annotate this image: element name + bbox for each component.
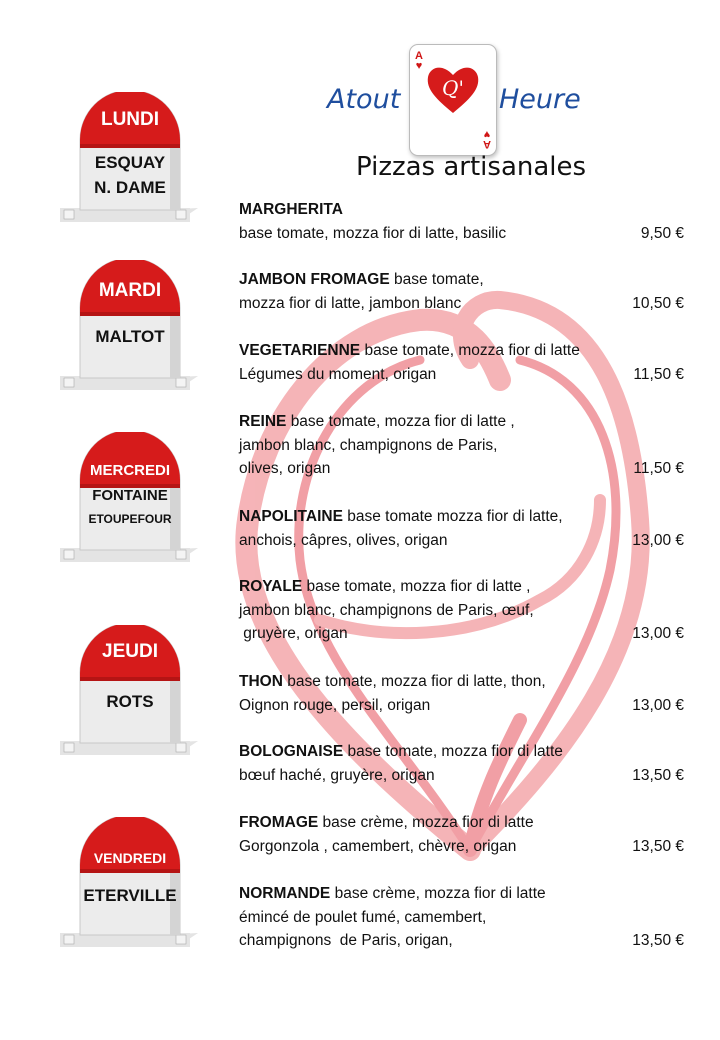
menu-item — [239, 740, 689, 787]
menu-item — [239, 670, 689, 717]
town-line-2: ETOUPEFOUR — [88, 512, 172, 526]
logo-playing-card — [409, 44, 497, 156]
menu-item-description-start: base crème, mozza fior di latte — [334, 885, 546, 902]
town-line-1: ETERVILLE — [83, 886, 177, 905]
town-label — [80, 150, 180, 200]
menu-item-description-line: base tomate, mozza fior di latte, basilic — [239, 224, 507, 242]
menu-item-price: 13,00 € — [632, 625, 684, 642]
menu-item-price: 13,50 € — [632, 837, 684, 855]
logo-word-left: Atout — [327, 84, 401, 115]
milestone-mardi — [58, 260, 198, 400]
town-label — [80, 689, 180, 714]
menu-item — [239, 505, 689, 552]
menu-item — [239, 198, 689, 245]
menu-item — [239, 268, 689, 315]
menu-item-name: NORMANDE — [239, 885, 331, 902]
menu-item — [239, 575, 689, 646]
milestone-jeudi — [58, 625, 198, 765]
menu-item-description-line: jambon blanc, champignons de Paris, œuf, — [239, 601, 534, 619]
menu-item-name: VEGETARIENNE — [239, 342, 361, 359]
menu-item-description-start: base tomate, mozza fior di latte — [364, 342, 580, 359]
town-line-1: FONTAINE — [92, 487, 168, 504]
menu-item-description-line: Oignon rouge, persil, origan — [239, 696, 431, 714]
menu-item-description-start: base tomate, mozza fior di latte , — [306, 578, 531, 595]
menu-item — [239, 339, 689, 386]
day-label: JEUDI — [102, 641, 158, 662]
menu-item-name: MARGHERITA — [239, 201, 343, 218]
town-line-1: ESQUAY — [94, 153, 166, 172]
menu-item-price: 11,50 € — [633, 460, 684, 477]
menu-item-description-line: bœuf haché, gruyère, origan — [239, 766, 435, 784]
menu-item-description-start: base tomate, mozza fior di latte — [347, 743, 563, 760]
town-label — [80, 324, 180, 349]
town-label — [80, 883, 180, 908]
menu-item-description-line: olives, origan — [239, 460, 331, 477]
menu-item-name: THON — [239, 673, 283, 690]
menu-item-price: 11,50 € — [633, 365, 684, 383]
menu-item-description-line: anchois, câpres, olives, origan — [239, 531, 448, 549]
menu-item-price: 9,50 € — [640, 224, 684, 242]
town-line-2: N. DAME — [94, 178, 166, 197]
menu-item-description-start: base tomate, — [394, 271, 484, 288]
svg-text:Q': Q' — [442, 76, 464, 100]
menu-item-name: FROMAGE — [239, 814, 319, 831]
menu-item-description-line: gruyère, origan — [239, 625, 348, 642]
menu-item — [239, 811, 689, 858]
menu-item-name: REINE — [239, 413, 287, 430]
menu-item-price: 13,00 € — [632, 696, 684, 714]
milestone-mercredi — [58, 432, 198, 572]
day-label: MARDI — [98, 280, 162, 301]
day-label: LUNDI — [100, 109, 160, 130]
menu-item-price: 13,50 € — [632, 932, 684, 949]
town-label — [80, 484, 180, 531]
menu-item-description-line: mozza fior di latte, jambon blanc — [239, 294, 462, 312]
milestone-lundi — [58, 92, 198, 232]
town-line-1: MALTOT — [95, 327, 165, 346]
menu-item-name: JAMBON FROMAGE — [239, 271, 390, 288]
menu-item-description-line: Légumes du moment, origan — [239, 365, 437, 383]
menu-item-description-line: Gorgonzola , camembert, chèvre, origan — [239, 837, 517, 855]
menu-item-price: 13,00 € — [632, 531, 684, 549]
menu-item — [239, 882, 689, 953]
menu-item-description-start: base tomate mozza fior di latte, — [347, 508, 563, 525]
menu-item-description-line: émincé de poulet fumé, camembert, — [239, 908, 487, 926]
menu-item-description-line: jambon blanc, champignons de Paris, — [239, 436, 498, 454]
menu-item-name: ROYALE — [239, 578, 303, 595]
menu-item-name: BOLOGNAISE — [239, 743, 344, 760]
menu-item-price: 10,50 € — [632, 294, 684, 312]
town-line-1: ROTS — [106, 692, 154, 711]
page-title: Pizzas artisanales — [356, 152, 587, 182]
menu-item-name: NAPOLITAINE — [239, 508, 343, 525]
menu-item-price: 13,50 € — [632, 766, 684, 784]
menu-item — [239, 410, 689, 481]
menu-item-description-line: champignons de Paris, origan, — [239, 932, 453, 949]
logo-word-right: Heure — [499, 84, 581, 115]
day-label: VENDREDI — [93, 850, 167, 866]
menu-item-description-start: base tomate, mozza fior di latte , — [290, 413, 515, 430]
day-label: MERCREDI — [89, 462, 170, 479]
card-corner-rank-bottom: A ♥ — [483, 128, 491, 150]
milestone-vendredi — [58, 817, 198, 957]
red-heart-icon — [426, 63, 480, 115]
menu-item-description-start: base crème, mozza fior di latte — [322, 814, 534, 831]
menu-item-description-start: base tomate, mozza fior di latte, thon, — [287, 673, 546, 690]
card-corner-rank: A ♥ — [415, 50, 423, 72]
